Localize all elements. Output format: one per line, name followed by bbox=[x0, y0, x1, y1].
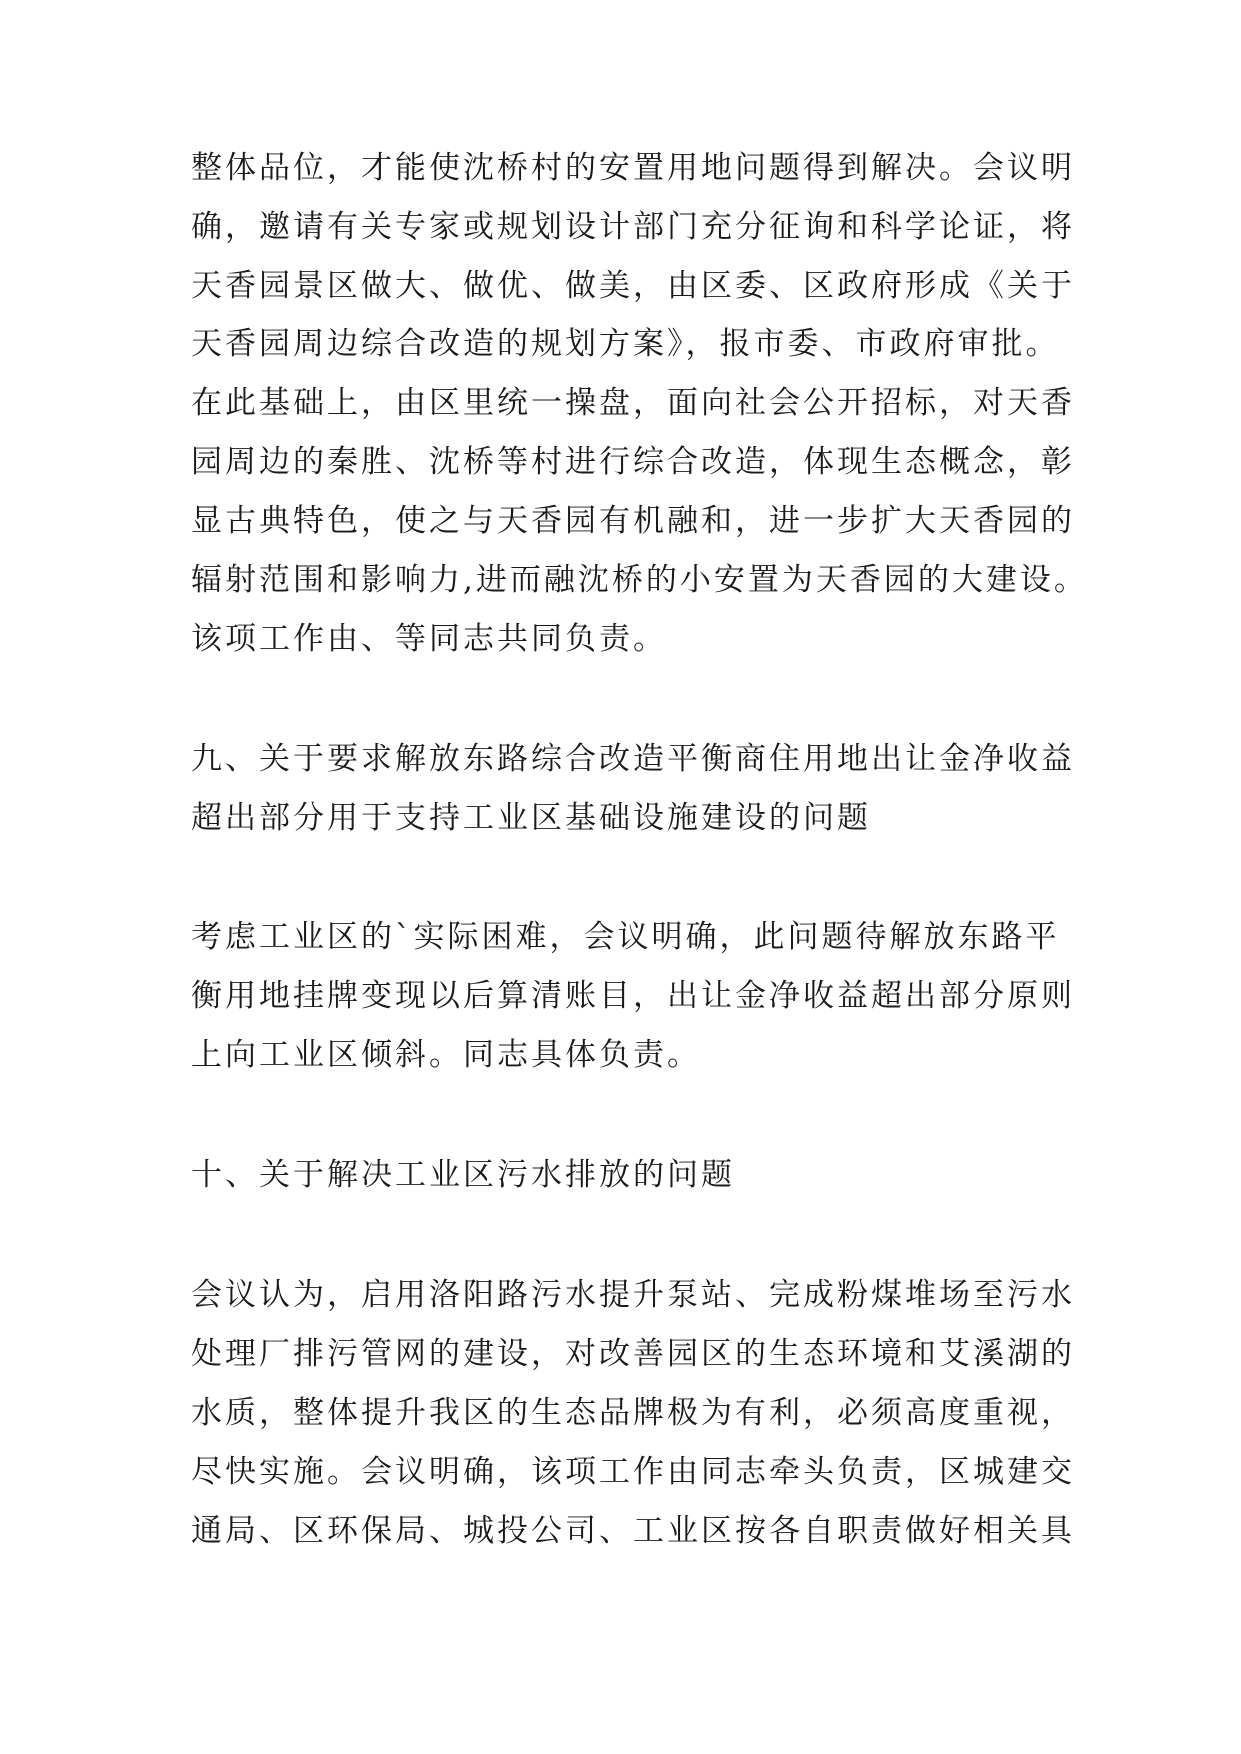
paragraph-line: 考虑工业区的`实际困难，会议明确，此问题待解放东路平 bbox=[191, 919, 1060, 955]
section-heading-9: 超出部分用于支持工业区基础设施建设的问题 bbox=[191, 800, 871, 836]
paragraph-line: 通局、区环保局、城投公司、工业区按各自职责做好相关具 bbox=[191, 1513, 1075, 1549]
paragraph-line: 上向工业区倾斜。同志具体负责。 bbox=[191, 1037, 701, 1073]
paragraph-line: 尽快实施。会议明确，该项工作由同志牵头负责，区城建交 bbox=[191, 1454, 1075, 1490]
paragraph-line: 天香园景区做大、做优、做美，由区委、区政府形成《关于 bbox=[191, 268, 1075, 304]
paragraph-line: 衡用地挂牌变现以后算清账目，出让金净收益超出部分原则 bbox=[191, 978, 1075, 1014]
section-heading-9: 九、关于要求解放东路综合改造平衡商住用地出让金净收益 bbox=[191, 741, 1075, 777]
paragraph-line: 处理厂排污管网的建设，对改善园区的生态环境和艾溪湖的 bbox=[191, 1336, 1075, 1372]
paragraph-line: 辐射范围和影响力,进而融沈桥的小安置为天香园的大建设。 bbox=[191, 562, 1088, 598]
paragraph-line: 该项工作由、等同志共同负责。 bbox=[191, 621, 667, 657]
paragraph-line: 园周边的秦胜、沈桥等村进行综合改造，体现生态概念，彰 bbox=[191, 444, 1075, 480]
paragraph-line: 会议认为，启用洛阳路污水提升泵站、完成粉煤堆场至污水 bbox=[191, 1277, 1075, 1313]
paragraph-line: 确，邀请有关专家或规划设计部门充分征询和科学论证，将 bbox=[191, 209, 1075, 245]
paragraph-line: 整体品位，才能使沈桥村的安置用地问题得到解决。会议明 bbox=[191, 150, 1075, 186]
paragraph-line: 天香园周边综合改造的规划方案》，报市委、市政府审批。 bbox=[191, 326, 1060, 362]
paragraph-line: 在此基础上，由区里统一操盘，面向社会公开招标，对天香 bbox=[191, 385, 1075, 421]
paragraph-line: 显古典特色，使之与天香园有机融和，进一步扩大天香园的 bbox=[191, 503, 1075, 539]
section-heading-10: 十、关于解决工业区污水排放的问题 bbox=[191, 1157, 735, 1193]
paragraph-line: 水质，整体提升我区的生态品牌极为有利，必须高度重视， bbox=[191, 1395, 1075, 1431]
